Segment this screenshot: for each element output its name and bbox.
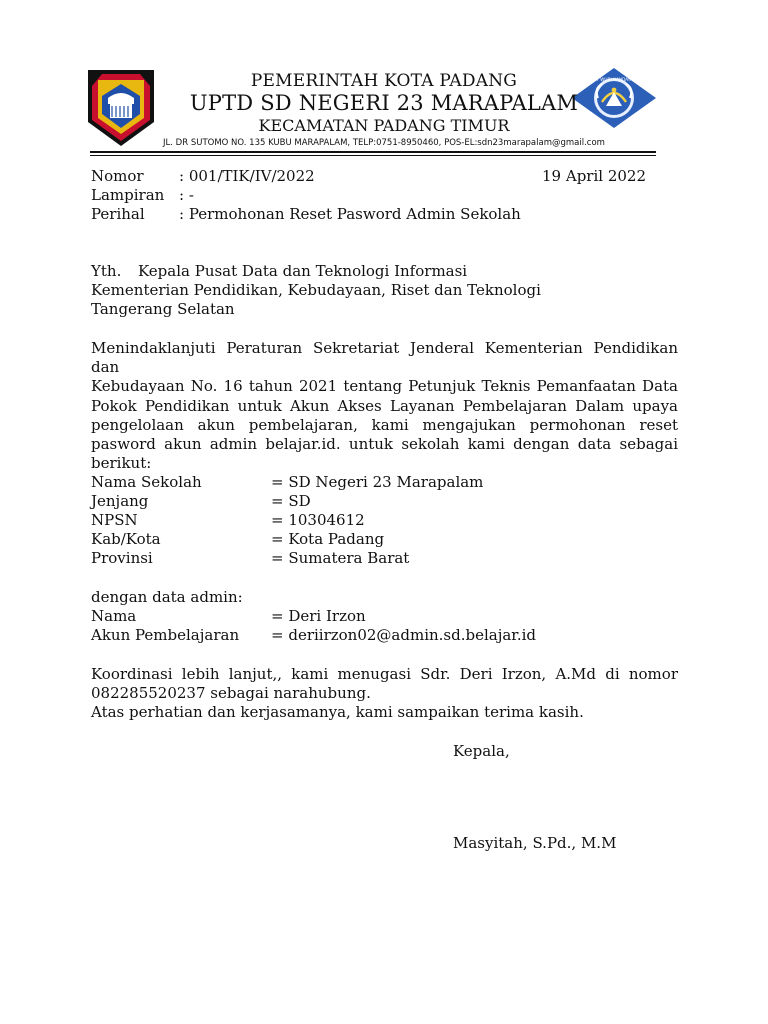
letterhead-rule-thick [90,151,656,153]
letter-date: 19 April 2022 [542,167,646,185]
admin-account-value: = deriirzon02@admin.sd.belajar.id [271,626,536,644]
school-name-label: Nama Sekolah [91,473,202,491]
body-paragraph-1-line: berikut: [91,454,152,473]
signatory-name: Masyitah, S.Pd., M.M [453,834,617,852]
npsn-label: NPSN [91,511,138,529]
letterhead-government: PEMERINTAH KOTA PADANG [250,71,518,91]
admin-name-label: Nama [91,607,137,625]
npsn-value: = 10304612 [271,511,365,529]
body-paragraph-2-line: Koordinasi lebih lanjut,, kami menugasi Sdr. Deri Irzon, A.Md di nomor [91,665,678,683]
body-paragraph-2 [91,665,678,703]
recipient-line1: Kepala Pusat Data dan Teknologi Informasi [138,262,468,280]
body-paragraph-1-line: Kebudayaan No. 16 tahun 2021 tentang Petunjuk Teknis Pemanfaatan Data [91,377,678,396]
body-paragraph-1-line: pasword akun admin belajar.id. untuk sekolah kami dengan data sebagai [91,435,678,454]
admin-intro: dengan data admin: [91,588,243,606]
body-paragraph-1-line: Pokok Pendidikan untuk Akun Akses Layanan Pembelajaran Dalam upaya [91,396,678,415]
lampiran-value: : - [179,186,194,204]
lampiran-label: Lampiran [91,186,165,204]
province-label: Provinsi [91,549,153,567]
body-paragraph-1-line: Menindaklanjuti Peraturan Sekretariat Jenderal Kementerian Pendidikan dan [91,339,678,377]
nomor-label: Nomor [91,167,144,185]
body-paragraph-1-line: pengelolaan akun pembelajaran, kami mengajukan permohonan reset [91,415,678,434]
admin-account-label: Akun Pembelajaran [91,626,240,644]
admin-name-value: = Deri Irzon [271,607,366,625]
recipient-prefix: Yth. [91,262,122,280]
letterhead-address: JL. DR SUTOMO NO. 135 KUBU MARAPALAM, TELP:0751-8950460, POS-EL:sdn23marapalam@gmail.com [163,138,605,148]
school-level-value: = SD [271,492,311,510]
letterhead-school-name: UPTD SD NEGERI 23 MARAPALAM [189,91,579,115]
school-level-label: Jenjang [91,492,149,510]
signatory-title: Kepala, [453,742,510,760]
body-paragraph-2-line: 082285520237 sebagai narahubung. [91,684,371,703]
perihal-value: : Permohonan Reset Pasword Admin Sekolah [179,205,521,223]
tut-wuri-text: TUT WURI HANDAYANI [590,77,638,82]
recipient-line2: Kementerian Pendidikan, Kebudayaan, Riset dan Teknologi [91,281,541,299]
perihal-label: Perihal [91,205,145,223]
school-name-value: = SD Negeri 23 Marapalam [271,473,484,491]
nomor-value: : 001/TIK/IV/2022 [179,167,315,185]
body-paragraph-1 [91,339,678,473]
letterhead-district: KECAMATAN PADANG TIMUR [258,116,510,135]
body-paragraph-3: Atas perhatian dan kerjasamanya, kami sampaikan terima kasih. [91,703,584,721]
letterhead-rule-thin [90,155,656,156]
province-value: = Sumatera Barat [271,549,410,567]
recipient-line3: Tangerang Selatan [91,300,235,318]
city-label: Kab/Kota [91,530,161,548]
city-value: = Kota Padang [271,530,385,548]
